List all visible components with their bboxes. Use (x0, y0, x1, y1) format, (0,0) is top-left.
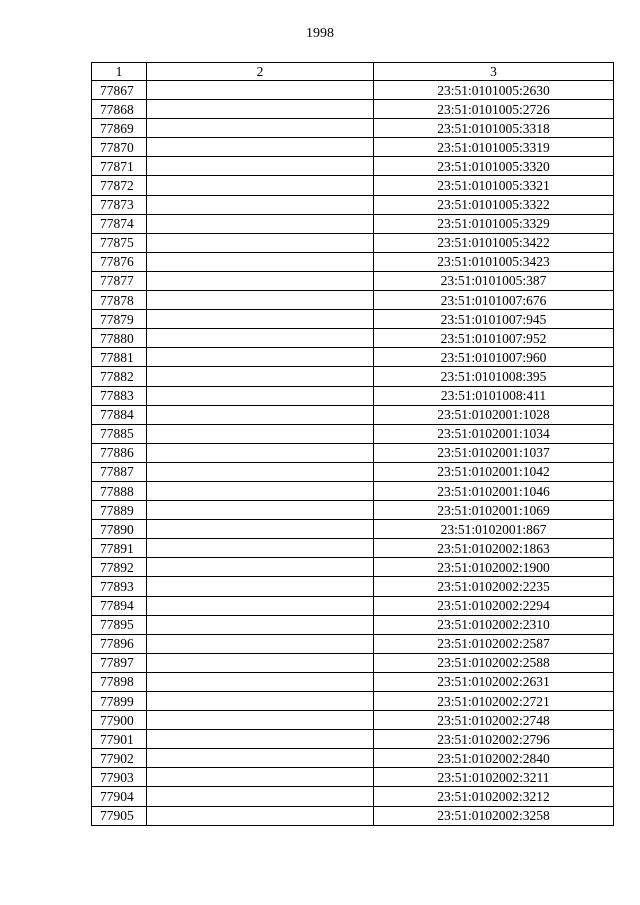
row-number-cell: 77885 (92, 424, 147, 443)
column-header-2: 2 (147, 63, 374, 81)
table-row (92, 539, 614, 558)
column-2-cell (147, 252, 374, 271)
cadastral-number-cell: 23:51:0102002:1863 (374, 539, 614, 558)
row-number-cell: 77880 (92, 329, 147, 348)
row-number-cell: 77901 (92, 730, 147, 749)
table-row (92, 138, 614, 157)
column-2-cell (147, 233, 374, 252)
row-number-cell: 77892 (92, 558, 147, 577)
column-2-cell (147, 405, 374, 424)
column-2-cell (147, 386, 374, 405)
cadastral-number-cell: 23:51:0101005:3321 (374, 176, 614, 195)
column-2-cell (147, 730, 374, 749)
row-number-cell: 77898 (92, 672, 147, 691)
row-number-cell: 77883 (92, 386, 147, 405)
cadastral-number-cell: 23:51:0102002:2587 (374, 634, 614, 653)
cadastral-number-cell: 23:51:0101005:3319 (374, 138, 614, 157)
column-2-cell (147, 195, 374, 214)
cadastral-number-cell: 23:51:0102002:1900 (374, 558, 614, 577)
row-number-cell: 77891 (92, 539, 147, 558)
row-number-cell: 77890 (92, 520, 147, 539)
column-2-cell (147, 520, 374, 539)
row-number-cell: 77871 (92, 157, 147, 176)
row-number-cell: 77874 (92, 214, 147, 233)
row-number-cell: 77881 (92, 348, 147, 367)
column-2-cell (147, 539, 374, 558)
column-2-cell (147, 348, 374, 367)
cadastral-number-cell: 23:51:0101005:387 (374, 271, 614, 290)
table-row (92, 653, 614, 672)
table-row (92, 711, 614, 730)
page-number: 1998 (306, 26, 334, 41)
column-2-cell (147, 81, 374, 100)
row-number-cell: 77873 (92, 195, 147, 214)
cadastral-number-cell: 23:51:0102002:2631 (374, 672, 614, 691)
cadastral-number-cell: 23:51:0101007:676 (374, 291, 614, 310)
cadastral-number-cell: 23:51:0102001:1028 (374, 405, 614, 424)
column-2-cell (147, 558, 374, 577)
row-number-cell: 77888 (92, 481, 147, 500)
row-number-cell: 77897 (92, 653, 147, 672)
column-2-cell (147, 310, 374, 329)
column-2-cell (147, 271, 374, 290)
cadastral-number-cell: 23:51:0102002:2294 (374, 596, 614, 615)
table-row (92, 615, 614, 634)
row-number-cell: 77875 (92, 233, 147, 252)
row-number-cell: 77887 (92, 462, 147, 481)
column-2-cell (147, 367, 374, 386)
header-row (92, 63, 614, 81)
row-number-cell: 77879 (92, 310, 147, 329)
registry-table (91, 62, 614, 826)
table-row (92, 214, 614, 233)
column-2-cell (147, 424, 374, 443)
table-row (92, 768, 614, 787)
row-number-cell: 77878 (92, 291, 147, 310)
row-number-cell: 77896 (92, 634, 147, 653)
table-row (92, 481, 614, 500)
row-number-cell: 77867 (92, 81, 147, 100)
table-row (92, 100, 614, 119)
row-number-cell: 77869 (92, 119, 147, 138)
table-row (92, 405, 614, 424)
row-number-cell: 77876 (92, 252, 147, 271)
column-2-cell (147, 291, 374, 310)
table-row (92, 329, 614, 348)
table-row (92, 501, 614, 520)
cadastral-number-cell: 23:51:0101005:2726 (374, 100, 614, 119)
column-2-cell (147, 501, 374, 520)
cadastral-number-cell: 23:51:0102002:2840 (374, 749, 614, 768)
cadastral-number-cell: 23:51:0102002:2588 (374, 653, 614, 672)
column-2-cell (147, 596, 374, 615)
column-2-cell (147, 653, 374, 672)
table-row (92, 310, 614, 329)
column-2-cell (147, 157, 374, 176)
column-2-cell (147, 176, 374, 195)
column-2-cell (147, 692, 374, 711)
cadastral-number-cell: 23:51:0102001:1034 (374, 424, 614, 443)
cadastral-number-cell: 23:51:0102001:867 (374, 520, 614, 539)
column-2-cell (147, 672, 374, 691)
cadastral-number-cell: 23:51:0101005:3329 (374, 214, 614, 233)
column-2-cell (147, 711, 374, 730)
table-row (92, 176, 614, 195)
table-row (92, 386, 614, 405)
table-row (92, 787, 614, 806)
cadastral-number-cell: 23:51:0102001:1069 (374, 501, 614, 520)
column-2-cell (147, 615, 374, 634)
column-2-cell (147, 138, 374, 157)
table-row (92, 577, 614, 596)
column-2-cell (147, 634, 374, 653)
table-row (92, 634, 614, 653)
column-2-cell (147, 329, 374, 348)
row-number-cell: 77884 (92, 405, 147, 424)
table-row (92, 424, 614, 443)
row-number-cell: 77902 (92, 749, 147, 768)
cadastral-number-cell: 23:51:0101005:3318 (374, 119, 614, 138)
cadastral-number-cell: 23:51:0101005:3422 (374, 233, 614, 252)
table-row (92, 291, 614, 310)
column-2-cell (147, 443, 374, 462)
cadastral-number-cell: 23:51:0102002:3211 (374, 768, 614, 787)
row-number-cell: 77899 (92, 692, 147, 711)
cadastral-number-cell: 23:51:0102002:2721 (374, 692, 614, 711)
cadastral-number-cell: 23:51:0101005:2630 (374, 81, 614, 100)
cadastral-number-cell: 23:51:0102002:2235 (374, 577, 614, 596)
cadastral-number-cell: 23:51:0101007:945 (374, 310, 614, 329)
table-row (92, 367, 614, 386)
table-body (92, 81, 614, 826)
row-number-cell: 77903 (92, 768, 147, 787)
row-number-cell: 77868 (92, 100, 147, 119)
row-number-cell: 77882 (92, 367, 147, 386)
row-number-cell: 77900 (92, 711, 147, 730)
cadastral-number-cell: 23:51:0102002:2748 (374, 711, 614, 730)
row-number-cell: 77872 (92, 176, 147, 195)
table-row (92, 730, 614, 749)
table-row (92, 252, 614, 271)
cadastral-number-cell: 23:51:0101005:3423 (374, 252, 614, 271)
table-row (92, 806, 614, 825)
table-row (92, 271, 614, 290)
cadastral-number-cell: 23:51:0102002:2796 (374, 730, 614, 749)
cadastral-number-cell: 23:51:0102001:1046 (374, 481, 614, 500)
table-row (92, 348, 614, 367)
column-header-3: 3 (374, 63, 614, 81)
cadastral-number-cell: 23:51:0102002:3258 (374, 806, 614, 825)
table-row (92, 749, 614, 768)
row-number-cell: 77893 (92, 577, 147, 596)
row-number-cell: 77870 (92, 138, 147, 157)
cadastral-number-cell: 23:51:0102002:2310 (374, 615, 614, 634)
cadastral-number-cell: 23:51:0101007:960 (374, 348, 614, 367)
table-row (92, 195, 614, 214)
column-2-cell (147, 462, 374, 481)
table-row (92, 119, 614, 138)
column-2-cell (147, 768, 374, 787)
column-2-cell (147, 577, 374, 596)
cadastral-number-cell: 23:51:0102001:1042 (374, 462, 614, 481)
cadastral-number-cell: 23:51:0101007:952 (374, 329, 614, 348)
row-number-cell: 77886 (92, 443, 147, 462)
table-row (92, 81, 614, 100)
table-row (92, 692, 614, 711)
cadastral-number-cell: 23:51:0102002:3212 (374, 787, 614, 806)
cadastral-number-cell: 23:51:0101005:3322 (374, 195, 614, 214)
column-2-cell (147, 214, 374, 233)
column-2-cell (147, 481, 374, 500)
row-number-cell: 77877 (92, 271, 147, 290)
cadastral-number-cell: 23:51:0101008:395 (374, 367, 614, 386)
row-number-cell: 77905 (92, 806, 147, 825)
table-row (92, 443, 614, 462)
table-row (92, 596, 614, 615)
table-row (92, 462, 614, 481)
cadastral-number-cell: 23:51:0101005:3320 (374, 157, 614, 176)
table-row (92, 558, 614, 577)
cadastral-number-cell: 23:51:0102001:1037 (374, 443, 614, 462)
table-row (92, 520, 614, 539)
column-2-cell (147, 100, 374, 119)
row-number-cell: 77889 (92, 501, 147, 520)
column-header-1: 1 (92, 63, 147, 81)
cadastral-number-cell: 23:51:0101008:411 (374, 386, 614, 405)
row-number-cell: 77904 (92, 787, 147, 806)
column-2-cell (147, 119, 374, 138)
row-number-cell: 77895 (92, 615, 147, 634)
table-header (92, 63, 614, 81)
column-2-cell (147, 787, 374, 806)
row-number-cell: 77894 (92, 596, 147, 615)
column-2-cell (147, 749, 374, 768)
table-row (92, 157, 614, 176)
table-row (92, 672, 614, 691)
column-2-cell (147, 806, 374, 825)
table-row (92, 233, 614, 252)
